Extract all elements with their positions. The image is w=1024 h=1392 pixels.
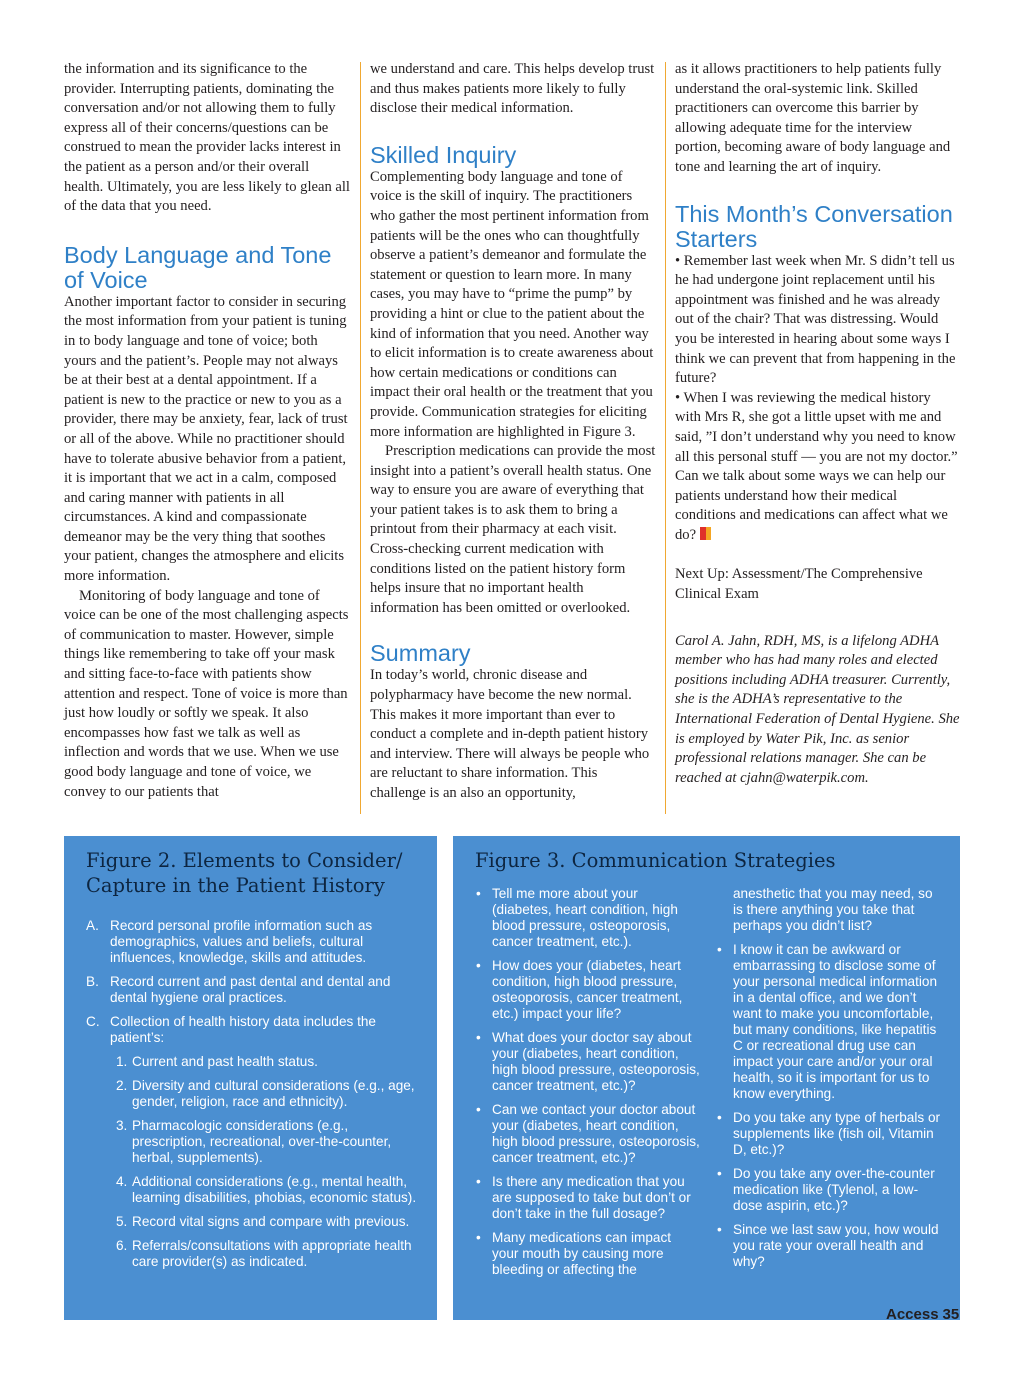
list-item-text: How does your (diabetes, heart condition, high blood pressure, osteoporosis, cancer treatment, etc.) impact your life? bbox=[492, 958, 683, 1021]
list-item bbox=[716, 942, 944, 1102]
bullet-icon: • bbox=[476, 1174, 481, 1189]
list-item-text: Can we contact your doctor about your (diabetes, heart condition, high blood pressure, osteoporosis, cancer treatment, etc.)? bbox=[492, 1102, 700, 1165]
paragraph: as it allows practitioners to help patients fully understand the oral-systemic link. Skilled practitioners can overcome this barrier by allowing adequate time for the interview portion, becoming aware of body language and tone and learning the art of inquiry. bbox=[675, 61, 951, 175]
list-item bbox=[86, 974, 419, 1006]
list-item bbox=[475, 1102, 701, 1166]
page-footer bbox=[886, 1306, 959, 1323]
list-item bbox=[86, 1014, 419, 1046]
page-number: 35 bbox=[942, 1306, 960, 1323]
list-item-text: I know it can be awkward or embarrassing to disclose some of your personal medical information in a dental office, and we don’t want to make you uncomfortable, but many conditions, like hepatitis C or recreational drug use can impact your care and/or your oral health, so it is important for us to know everything. bbox=[733, 942, 938, 1101]
sub-list-item bbox=[86, 1054, 419, 1070]
bullet-icon: • bbox=[476, 1102, 481, 1117]
list-item-text: Many medications can impact your mouth by causing more bleeding or affecting the bbox=[492, 1230, 672, 1277]
section-heading-body-language: Body Language and Tone of Voice bbox=[64, 241, 332, 293]
bullet-icon: • bbox=[476, 886, 481, 901]
list-item bbox=[475, 1030, 701, 1094]
sub-list-item bbox=[86, 1118, 419, 1166]
section-heading-skilled-inquiry: Skilled Inquiry bbox=[370, 141, 517, 168]
figure-3-right-column bbox=[716, 886, 944, 1278]
list-item-text: Since we last saw you, how would you rate your overall health and why? bbox=[733, 1222, 939, 1269]
list-item-text: Is there any medication that you are supposed to take but don’t or don’t take in the full dosage? bbox=[492, 1174, 691, 1221]
bullet-icon: • bbox=[476, 1230, 481, 1245]
list-item-text: Tell me more about your (diabetes, heart condition, high blood pressure, osteoporosis, cancer treatment, etc.). bbox=[492, 886, 678, 949]
bullet-icon: • bbox=[717, 942, 722, 957]
bullet-icon: • bbox=[717, 1222, 722, 1237]
column-divider bbox=[360, 62, 361, 814]
paragraph: the information and its significance to the provider. Interrupting patients, dominating the conversation and/or not allowing them to fully express all of their concerns/questions can be construed to mean the provider lacks interest in the patient as a person and/or their overall health. Ultimately, you are less likely to glean all of the data that you need. bbox=[64, 61, 350, 215]
next-up: Next Up: Assessment/The Comprehensive Clinical Exam bbox=[675, 566, 923, 603]
paragraph: we understand and care. This helps develop trust and thus makes patients more likely to fully disclose their medical information. bbox=[370, 61, 655, 117]
list-marker: C. bbox=[86, 1014, 100, 1029]
end-mark-icon bbox=[700, 527, 711, 540]
list-marker: 1. bbox=[116, 1054, 128, 1069]
paragraph bbox=[675, 389, 960, 546]
column-2 bbox=[370, 60, 656, 804]
paragraph: Complementing body language and tone of voice is the skill of inquiry. The practitioners who gather the most pertinent information from patients will be the ones who can thoughtfully observe a patient’s demeanor and formulate the statement or question to learn more. In many cases, you may have to “prime the pump” by providing a hint or clue to the patient about the kind of information that you need. Another way to elicit information is to create awareness about how certain medications or conditions can impact their oral health or the treatment that you provide. Communication strategies for eliciting more information are highlighted in Figure 3. bbox=[370, 168, 654, 440]
bullet-icon: • bbox=[476, 958, 481, 973]
list-item-text: Do you take any over-the-counter medication like (Tylenol, a low-dose aspirin, etc.)? bbox=[733, 1166, 935, 1213]
list-item-text: Current and past health status. bbox=[132, 1054, 318, 1069]
list-item bbox=[475, 958, 701, 1022]
figure-2-list bbox=[86, 918, 419, 1278]
author-bio: Carol A. Jahn, RDH, MS, is a lifelong ADHA member who has had many roles and elected positions including ADHA treasurer. Currently, she is the ADHA’s representative to the International Federation of Dental Hygiene. She is employed by Water Pik, Inc. as senior professional relations manager. She can be reached at cjahn@waterpik.com. bbox=[675, 632, 960, 786]
section-heading-summary: Summary bbox=[370, 640, 471, 667]
list-item bbox=[716, 1166, 944, 1214]
list-item-text: Record vital signs and compare with previous. bbox=[132, 1214, 410, 1229]
figure-3-box bbox=[453, 836, 960, 1320]
list-item-text: Pharmacologic considerations (e.g., prescription, recreational, over-the-counter, herbal, supplements). bbox=[132, 1118, 392, 1165]
list-marker: 3. bbox=[116, 1118, 128, 1133]
list-item-text: Record personal profile information such as demographics, values and beliefs, cultural influences, knowledge, skills and attitudes. bbox=[110, 918, 373, 965]
sub-list-item bbox=[86, 1238, 419, 1270]
list-marker: A. bbox=[86, 918, 99, 933]
paragraph: Prescription medications can provide the most insight into a patient’s overall health status. One way to ensure you are aware of everything that your patient takes is to ask them to bring a printout from their pharmacy at each visit. Cross-checking current medication with conditions listed on the patient history form helps insure that no important health information has been omitted or overlooked. bbox=[370, 443, 656, 616]
figure-2-title: Figure 2. Elements to Consider/ Capture in the Patient History bbox=[86, 849, 403, 897]
list-item-text: Referrals/consultations with appropriate health care provider(s) as indicated. bbox=[132, 1238, 412, 1269]
column-1 bbox=[64, 60, 350, 802]
list-marker: 2. bbox=[116, 1078, 128, 1093]
list-item-text: Collection of health history data includes the patient’s: bbox=[110, 1014, 376, 1045]
list-item bbox=[475, 1230, 701, 1278]
column-3 bbox=[675, 60, 960, 788]
sub-list-item bbox=[86, 1214, 419, 1230]
list-item bbox=[716, 1222, 944, 1270]
list-item bbox=[475, 886, 701, 950]
figure-3-title: Figure 3. Communication Strategies bbox=[475, 849, 836, 872]
list-item-continuation: anesthetic that you may need, so is there anything you take that perhaps you didn’t list? bbox=[733, 886, 933, 933]
paragraph: • Remember last week when Mr. S didn’t tell us he had undergone joint replacement until his appointment was finished and he was already out of the chair? That was distressing. Would you be interested in hearing about some ways I think we can prevent that from happening in the future? bbox=[675, 252, 956, 387]
list-marker: B. bbox=[86, 974, 99, 989]
magazine-name: Access bbox=[886, 1306, 939, 1323]
list-marker: 4. bbox=[116, 1174, 128, 1189]
list-item-text: What does your doctor say about your (diabetes, heart condition, high blood pressure, osteoporosis, cancer treatment, etc.)? bbox=[492, 1030, 700, 1093]
list-marker: 6. bbox=[116, 1238, 128, 1253]
list-item-text: Diversity and cultural considerations (e.g., age, gender, religion, race and ethnicity). bbox=[132, 1078, 415, 1109]
list-item-text: Do you take any type of herbals or supplements like (fish oil, Vitamin D, etc.)? bbox=[733, 1110, 941, 1157]
paragraph: Monitoring of body language and tone of voice can be one of the most challenging aspects of communication to master. However, simple things like remembering to take off your mask and sitting face-to-face with patients show attention and respect. Tone of voice is more than just how loudly or softly we speak. It also encompasses how fast we talk as well as inflection and words that we use. When we use good body language and tone of voice, we convey to our patients that bbox=[64, 587, 349, 800]
sub-list-item bbox=[86, 1174, 419, 1206]
list-item bbox=[716, 1110, 944, 1158]
bullet-icon: • bbox=[717, 1166, 722, 1181]
section-heading-conversation-starters: This Month’s Conversation Starters bbox=[675, 200, 953, 252]
paragraph: In today’s world, chronic disease and polypharmacy have become the new normal. This makes it more important than ever to conduct a complete and in-depth patient history and interview. There will always be people who are reluctant to share information. This challenge is an also an opportunity, bbox=[370, 667, 650, 801]
bullet-icon: • bbox=[476, 1030, 481, 1045]
bullet-icon: • bbox=[717, 1110, 722, 1125]
list-item bbox=[86, 918, 419, 966]
figure-2-box bbox=[64, 836, 437, 1320]
paragraph-text: • When I was reviewing the medical history with Mrs R, she got a little upset with me and said, ”I don’t understand why you need to know all this personal stuff — you are not my doctor.” Can we talk about some ways we can help our patients understand how their medical conditions and medications can affect what we do? bbox=[675, 389, 958, 543]
list-item-text: Record current and past dental and dental and dental hygiene oral practices. bbox=[110, 974, 391, 1005]
column-divider bbox=[665, 62, 666, 814]
list-item-text: Additional considerations (e.g., mental health, learning disabilities, phobias, economic status). bbox=[132, 1174, 417, 1205]
figure-3-left-column bbox=[475, 886, 701, 1286]
paragraph: Another important factor to consider in securing the most information from your patient is tuning in to body language and tone of voice; both yours and the patient’s. People may not always be at their best at a dental appointment. If a patient is new to the practice or new to you as a provider, there may be anxiety, fear, lack of trust or all of the above. While no practitioner should have to tolerate abusive behavior from a patient, it is important that we act in a calm, composed and caring manner with patients in all circumstances. A kind and compassionate demeanor may be the very thing that soothes your patient, changes the atmosphere and elicits more information. bbox=[64, 293, 348, 585]
list-item bbox=[475, 1174, 701, 1222]
list-marker: 5. bbox=[116, 1214, 128, 1229]
sub-list-item bbox=[86, 1078, 419, 1110]
